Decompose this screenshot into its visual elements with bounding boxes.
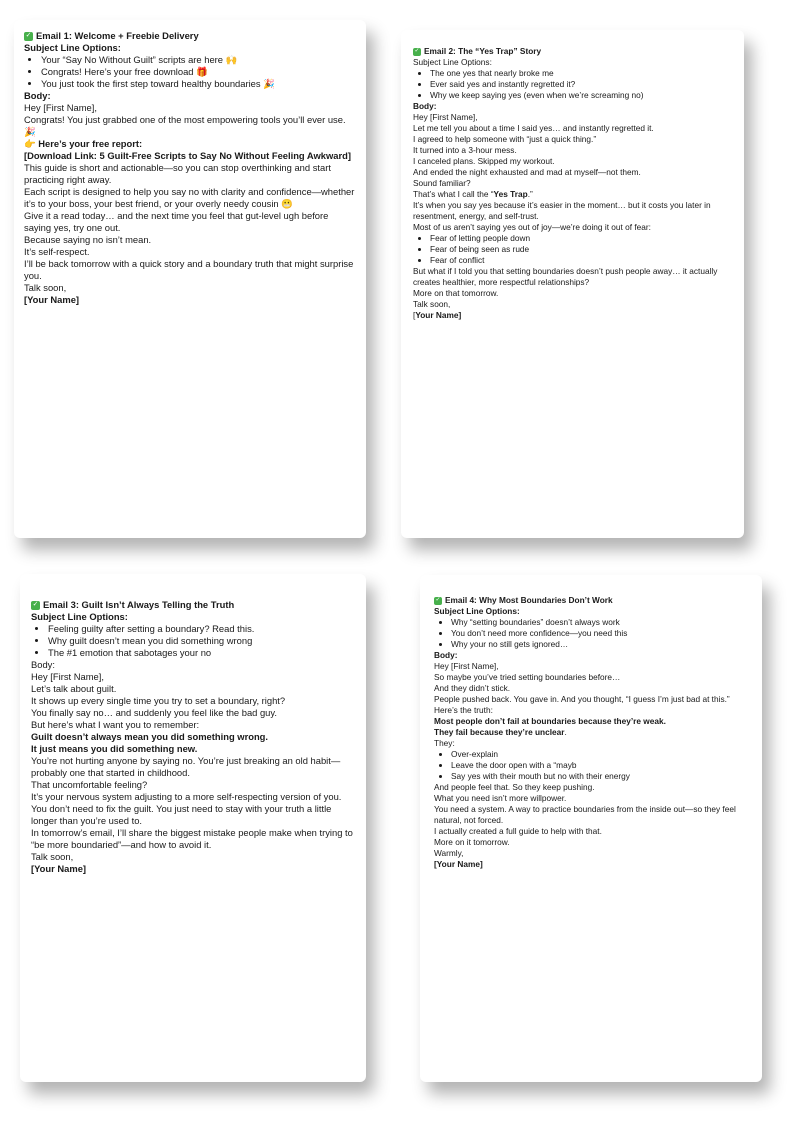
- check-mark-icon: ✓: [32, 601, 39, 608]
- email-2-sender-name: [Your Name]: [413, 310, 462, 320]
- email-1-paragraph: Congrats! You just grabbed one of the most empowering tools you’ll ever use. 🎉: [24, 114, 346, 137]
- email-2-paragraph: But what if I told you that setting boundaries doesn’t push people away… it actually creates healthier, more respectful relationships?: [413, 266, 718, 287]
- email-4-subject-heading: Subject Line Options:: [434, 606, 520, 616]
- email-2-card: [401, 30, 744, 538]
- list-item: • Why guilt doesn’t mean you did something wrong: [48, 635, 356, 647]
- email-4-paragraph: People pushed back. You gave in. And you thought, “I guess I’m just bad at this.”: [434, 694, 730, 704]
- email-2-greeting: Hey [First Name],: [413, 112, 478, 122]
- email-1-sender-name: [Your Name]: [24, 294, 80, 305]
- email-2-signoff: More on that tomorrow. Talk soon,: [413, 288, 499, 309]
- list-item: • Say yes with their mouth but no with their energy: [451, 771, 752, 782]
- list-item: • The one yes that nearly broke me: [430, 68, 734, 79]
- email-3-title: ✓ Email 3: Guilt Isn’t Always Telling the Truth: [32, 599, 235, 610]
- email-3-subject-list: [31, 623, 356, 659]
- email-1-subject-heading: Subject Line Options:: [24, 42, 121, 53]
- email-2-fear-list: [413, 233, 734, 266]
- email-1-report-heading: 👉 Here’s your free report:: [24, 138, 143, 149]
- list-item: • Feeling guilty after setting a boundary? Read this.: [48, 623, 356, 635]
- email-1-paragraph: Give it a read today… and the next time you feel that gut-level ugh before saying yes, try one out. Because saying no isn’t mean.: [24, 210, 329, 245]
- check-mark-icon: ✓: [25, 32, 32, 39]
- email-3-paragraph: That uncomfortable feeling? It’s your nervous system adjusting to a more self-respecting version of you.: [31, 779, 342, 802]
- email-2-subject-heading: Subject Line Options:: [413, 57, 492, 67]
- check-mark-icon: ✓: [435, 597, 441, 603]
- email-4-paragraph: So maybe you’ve tried setting boundaries before… And they didn’t stick.: [434, 672, 621, 693]
- email-1-signoff: Talk soon,: [24, 282, 67, 293]
- email-3-greeting: Hey [First Name], Let’s talk about guilt.: [31, 671, 117, 694]
- email-4-key-message: Most people don’t fail at boundaries because they’re weak. They fail because they’re unclear.: [434, 716, 666, 737]
- email-3-paragraph: It shows up every single time you try to set a boundary, right? You finally say no… and suddenly you feel like the bad guy. But here’s what I want you to remember:: [31, 695, 286, 730]
- list-item: • Leave the door open with a “mayb: [451, 760, 752, 771]
- list-item: • Congrats! Here’s your free download 🎁: [41, 66, 356, 78]
- email-2-paragraph: Let me tell you about a time I said yes… and instantly regretted it. I agreed to help someone with “just a quick thing.”: [413, 123, 654, 144]
- email-3-card: [20, 574, 366, 1082]
- list-item: • The #1 emotion that sabotages your no: [48, 647, 356, 659]
- email-1-paragraph: It’s self-respect.: [24, 246, 90, 257]
- email-4-paragraph: Here’s the truth:: [434, 705, 493, 715]
- email-4-paragraph: And people feel that. So they keep pushing. What you need isn’t more willpower.: [434, 782, 595, 803]
- list-item: • You don’t need more confidence—you need this: [451, 628, 752, 639]
- email-3-signoff: Talk soon,: [31, 851, 74, 862]
- email-2-paragraph: That’s what I call the “Yes Trap.”: [413, 189, 533, 199]
- email-4-paragraph: I actually created a full guide to help with that. More on it tomorrow.: [434, 826, 602, 847]
- email-3-paragraph: In tomorrow’s email, I’ll share the biggest mistake people make when trying to “be more boundaried”—and how to avoid it.: [31, 827, 353, 850]
- email-1-card: [14, 20, 366, 538]
- email-4-body-heading: Body:: [434, 650, 458, 660]
- email-1-paragraph: I’ll be back tomorrow with a quick story and a boundary truth that might surprise you.: [24, 258, 354, 281]
- email-2-paragraph: It’s when you say yes because it’s easier in the moment… but it costs you later in resentment, energy, and self-trust.: [413, 200, 711, 221]
- email-2-title: ✓ Email 2: The “Yes Trap” Story: [414, 46, 542, 56]
- email-2-body-heading: Body:: [413, 101, 437, 111]
- email-4-sender-name: [Your Name]: [434, 859, 483, 869]
- email-1-greeting: Hey [First Name],: [24, 102, 97, 113]
- email-2-subject-list: [413, 68, 734, 101]
- email-3-key-message: Guilt doesn’t always mean you did something wrong. It just means you did something new.: [31, 731, 269, 754]
- list-item: • Ever said yes and instantly regretted it?: [430, 79, 734, 90]
- email-4-they-label: They:: [434, 738, 455, 748]
- email-1-subject-list: [24, 54, 356, 90]
- email-1-title: ✓ Email 1: Welcome + Freebie Delivery: [25, 30, 199, 41]
- list-item: • Over-explain: [451, 749, 752, 760]
- email-3-paragraph: You’re not hurting anyone by saying no. You’re just breaking an old habit—probably one that started in childhood.: [31, 755, 341, 778]
- email-1-paragraph: This guide is short and actionable—so you can stop overthinking and start practicing right away.: [24, 162, 331, 185]
- list-item: • Fear of conflict: [430, 255, 734, 266]
- email-2-paragraph: It turned into a 3-hour mess. I canceled plans. Skipped my workout.: [413, 145, 555, 166]
- email-3-body-heading: Body:: [31, 659, 55, 670]
- email-4-greeting: Hey [First Name],: [434, 661, 499, 671]
- list-item: • Why “setting boundaries” doesn’t always work: [451, 617, 752, 628]
- email-4-card: [420, 575, 762, 1082]
- email-3-subject-heading: Subject Line Options:: [31, 611, 128, 622]
- email-4-subject-list: [434, 617, 752, 650]
- email-1-download-link[interactable]: [Download Link: 5 Guilt-Free Scripts to Say No Without Feeling Awkward]: [24, 150, 352, 161]
- email-1-paragraph: Each script is designed to help you say no with clarity and confidence—whether it’s to your boss, your best friend, or your overly needy cousin 😬: [24, 186, 355, 209]
- check-mark-icon: ✓: [414, 48, 420, 54]
- list-item: • You just took the first step toward healthy boundaries 🎉: [41, 78, 356, 90]
- email-3-sender-name: [Your Name]: [31, 863, 87, 874]
- email-3-paragraph: You don’t need to fix the guilt. You just need to stay with your truth a little longer than you’re used to.: [31, 803, 332, 826]
- email-4-signoff: Warmly,: [434, 848, 464, 858]
- email-4-title: ✓ Email 4: Why Most Boundaries Don’t Work: [435, 595, 613, 605]
- email-2-paragraph: And ended the night exhausted and mad at myself—not them. Sound familiar?: [413, 167, 641, 188]
- list-item: • Why we keep saying yes (even when we’re screaming no): [430, 90, 734, 101]
- email-1-body-heading: Body:: [24, 90, 51, 101]
- list-item: • Your “Say No Without Guilt” scripts are here 🙌: [41, 54, 356, 66]
- email-4-behavior-list: [434, 749, 752, 782]
- email-4-paragraph: You need a system. A way to practice boundaries from the inside out—so they feel natural, not forced.: [434, 804, 736, 825]
- list-item: • Fear of being seen as rude: [430, 244, 734, 255]
- list-item: • Why your no still gets ignored…: [451, 639, 752, 650]
- list-item: • Fear of letting people down: [430, 233, 734, 244]
- email-2-paragraph: Most of us aren’t saying yes out of joy—we’re doing it out of fear:: [413, 222, 651, 232]
